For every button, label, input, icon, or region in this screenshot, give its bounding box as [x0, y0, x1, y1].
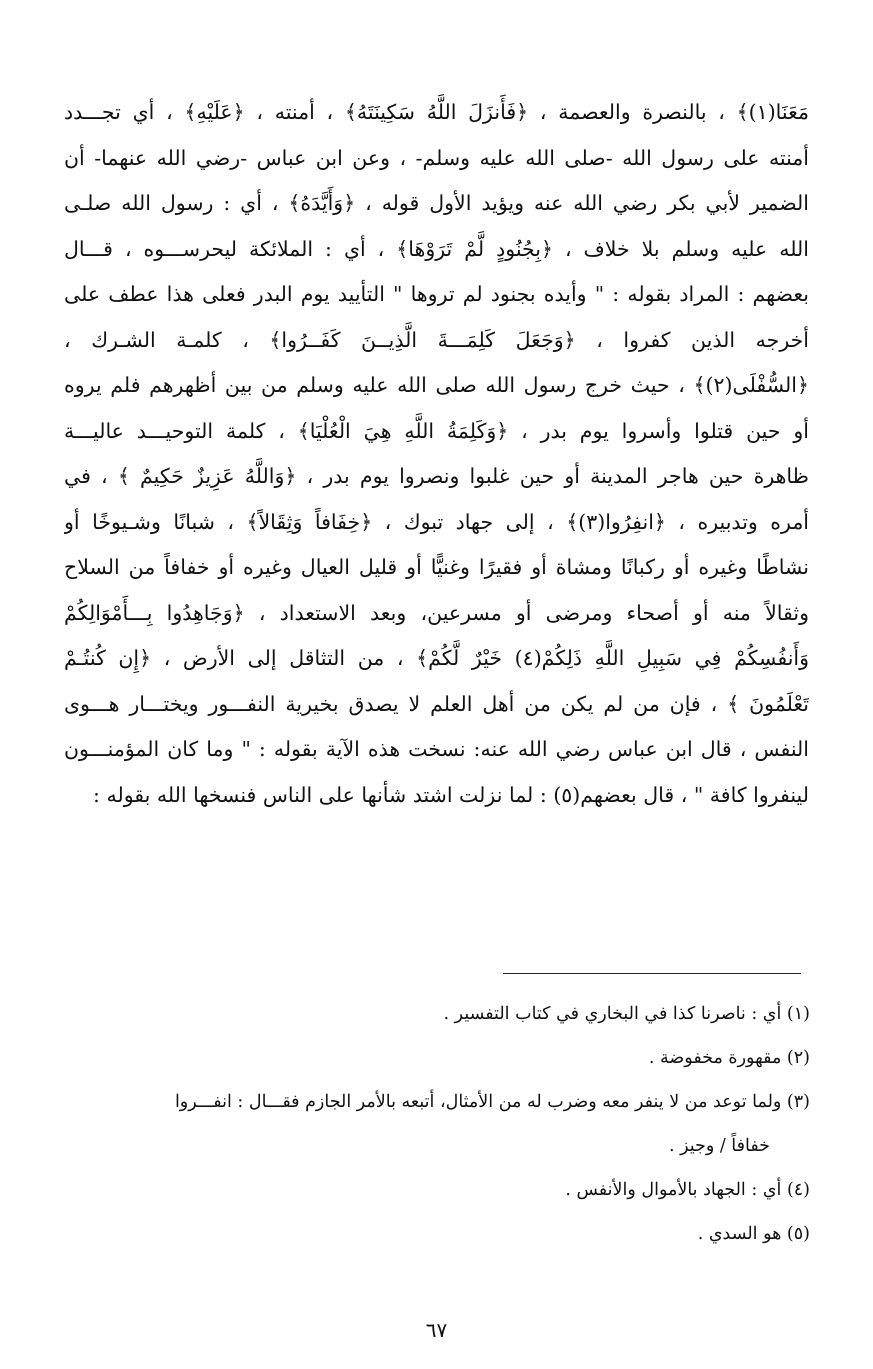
text-line: بعضهم : المراد بقوله : " وأيده بجنود لم تروها " التأييد يوم البدر فعلى هذا عطف على [64, 282, 809, 306]
text-line: أو حين قتلوا وأسروا يوم بدر ، ﴿وَكَلِمَةُ اللَّهِ هِيَ الْعُلْيَا﴾ ، كلمة التوحيـــد عاليـــة [64, 418, 809, 443]
text-line: وثقالاً منه أو أصحاء ومرضى أو مسرعين، وبعد الاستعداد ، ﴿وَجَاهِدُوا بِـــأَمْوَالِكُمْ [64, 600, 809, 625]
text-line: الله عليه وسلم بلا خلاف ، ﴿بِجُنُودٍ لَّمْ تَرَوْهَا﴾ ، أي : الملائكة ليحرســـوه ، قـــال [64, 236, 809, 261]
text-line: مَعَنَا(١)﴾ ، بالنصرة والعصمة ، ﴿فَأَنزَلَ اللَّهُ سَكِينَتَهُ﴾ ، أمنته ، ﴿عَلَيْهِ﴾ ، أي تجـــدد [64, 100, 809, 124]
text-line: وَأَنفُسِكُمْ فِي سَبِيلِ اللَّهِ ذَلِكُمْ(٤) خَيْرٌ لَّكُمْ﴾ ، من التثاقل إلى الأرض ، ﴿إِن كُنتُـمْ [64, 646, 809, 670]
page-number: ٦٧ [425, 1318, 448, 1342]
body-text [64, 90, 809, 818]
footnotes [60, 992, 810, 1256]
text-line: نشاطًا وغيره أو ركبانًا ومشاة أو فقيرًا وغنيًّا أو قليل العيال وغيره أو خفافاً من السلاح [64, 555, 809, 579]
text-line: النفس ، قال ابن عباس رضي الله عنه: نسخت هذه الآية بقوله : " وما كان المؤمنـــون [64, 737, 809, 761]
text-line: أخرجه الذين كفروا ، ﴿وَجَعَلَ كَلِمَـــةَ الَّذِيــنَ كَفَــرُوا﴾ ، كلمـة الشـرك ، [64, 327, 809, 352]
footnote-separator [503, 973, 801, 974]
text-line: لينفروا كافة " ، قال بعضهم(٥) : لما نزلت اشتد شأنها على الناس فنسخها الله بقوله : [93, 782, 809, 807]
footnote-3: (٣) ولما توعد من لا ينفر معه وضرب له من الأمثال، أتبعه بالأمر الجازم فقـــال : انفـــروا [174, 1092, 810, 1112]
footnote-1: (١) أي : ناصرنا كذا في البخاري في كتاب التفسير . [443, 1004, 810, 1024]
text-line: ﴿السُّفْلَى(٢)﴾ ، حيث خرج رسول الله صلى الله عليه وسلم من بين أظهرهم فلم يروه [64, 373, 809, 397]
footnote-4: (٤) أي : الجهاد بالأموال والأنفس . [565, 1180, 810, 1200]
text-line: أمره وتدبيره ، ﴿انفِرُوا(٣)﴾ ، إلى جهاد تبوك ، ﴿خِفَافاً وَثِقَالاً﴾ ، شبانًا وشـيوخًا أو [64, 509, 809, 534]
text-line: ظاهرة حين هاجر المدينة أو حين غلبوا ونصروا يوم بدر ، ﴿وَاللَّهُ عَزِيزٌ حَكِيمٌ ﴾ ، في [64, 464, 809, 488]
footnote-2: (٢) مقهورة مخفوضة . [648, 1048, 810, 1068]
footnote-5: (٥) هو السدي . [697, 1224, 810, 1244]
footnote-3-continuation: خفافاً / وجيز . [668, 1136, 770, 1156]
text-line: تَعْلَمُونَ ﴾ ، فإن من لم يكن من أهل العلم لا يصدق بخيرية النفـــور ويختـــار هـــوى [64, 691, 809, 716]
text-line: أمنته على رسول الله -صلى الله عليه وسلم- ، وعن ابن عباس -رضي الله عنهما- أن [64, 145, 809, 170]
text-line: الضمير لأبي بكر رضي الله عنه ويؤيد الأول قوله ، ﴿وَأَيَّدَهُ﴾ ، أي : رسول الله صلـى [64, 191, 809, 215]
